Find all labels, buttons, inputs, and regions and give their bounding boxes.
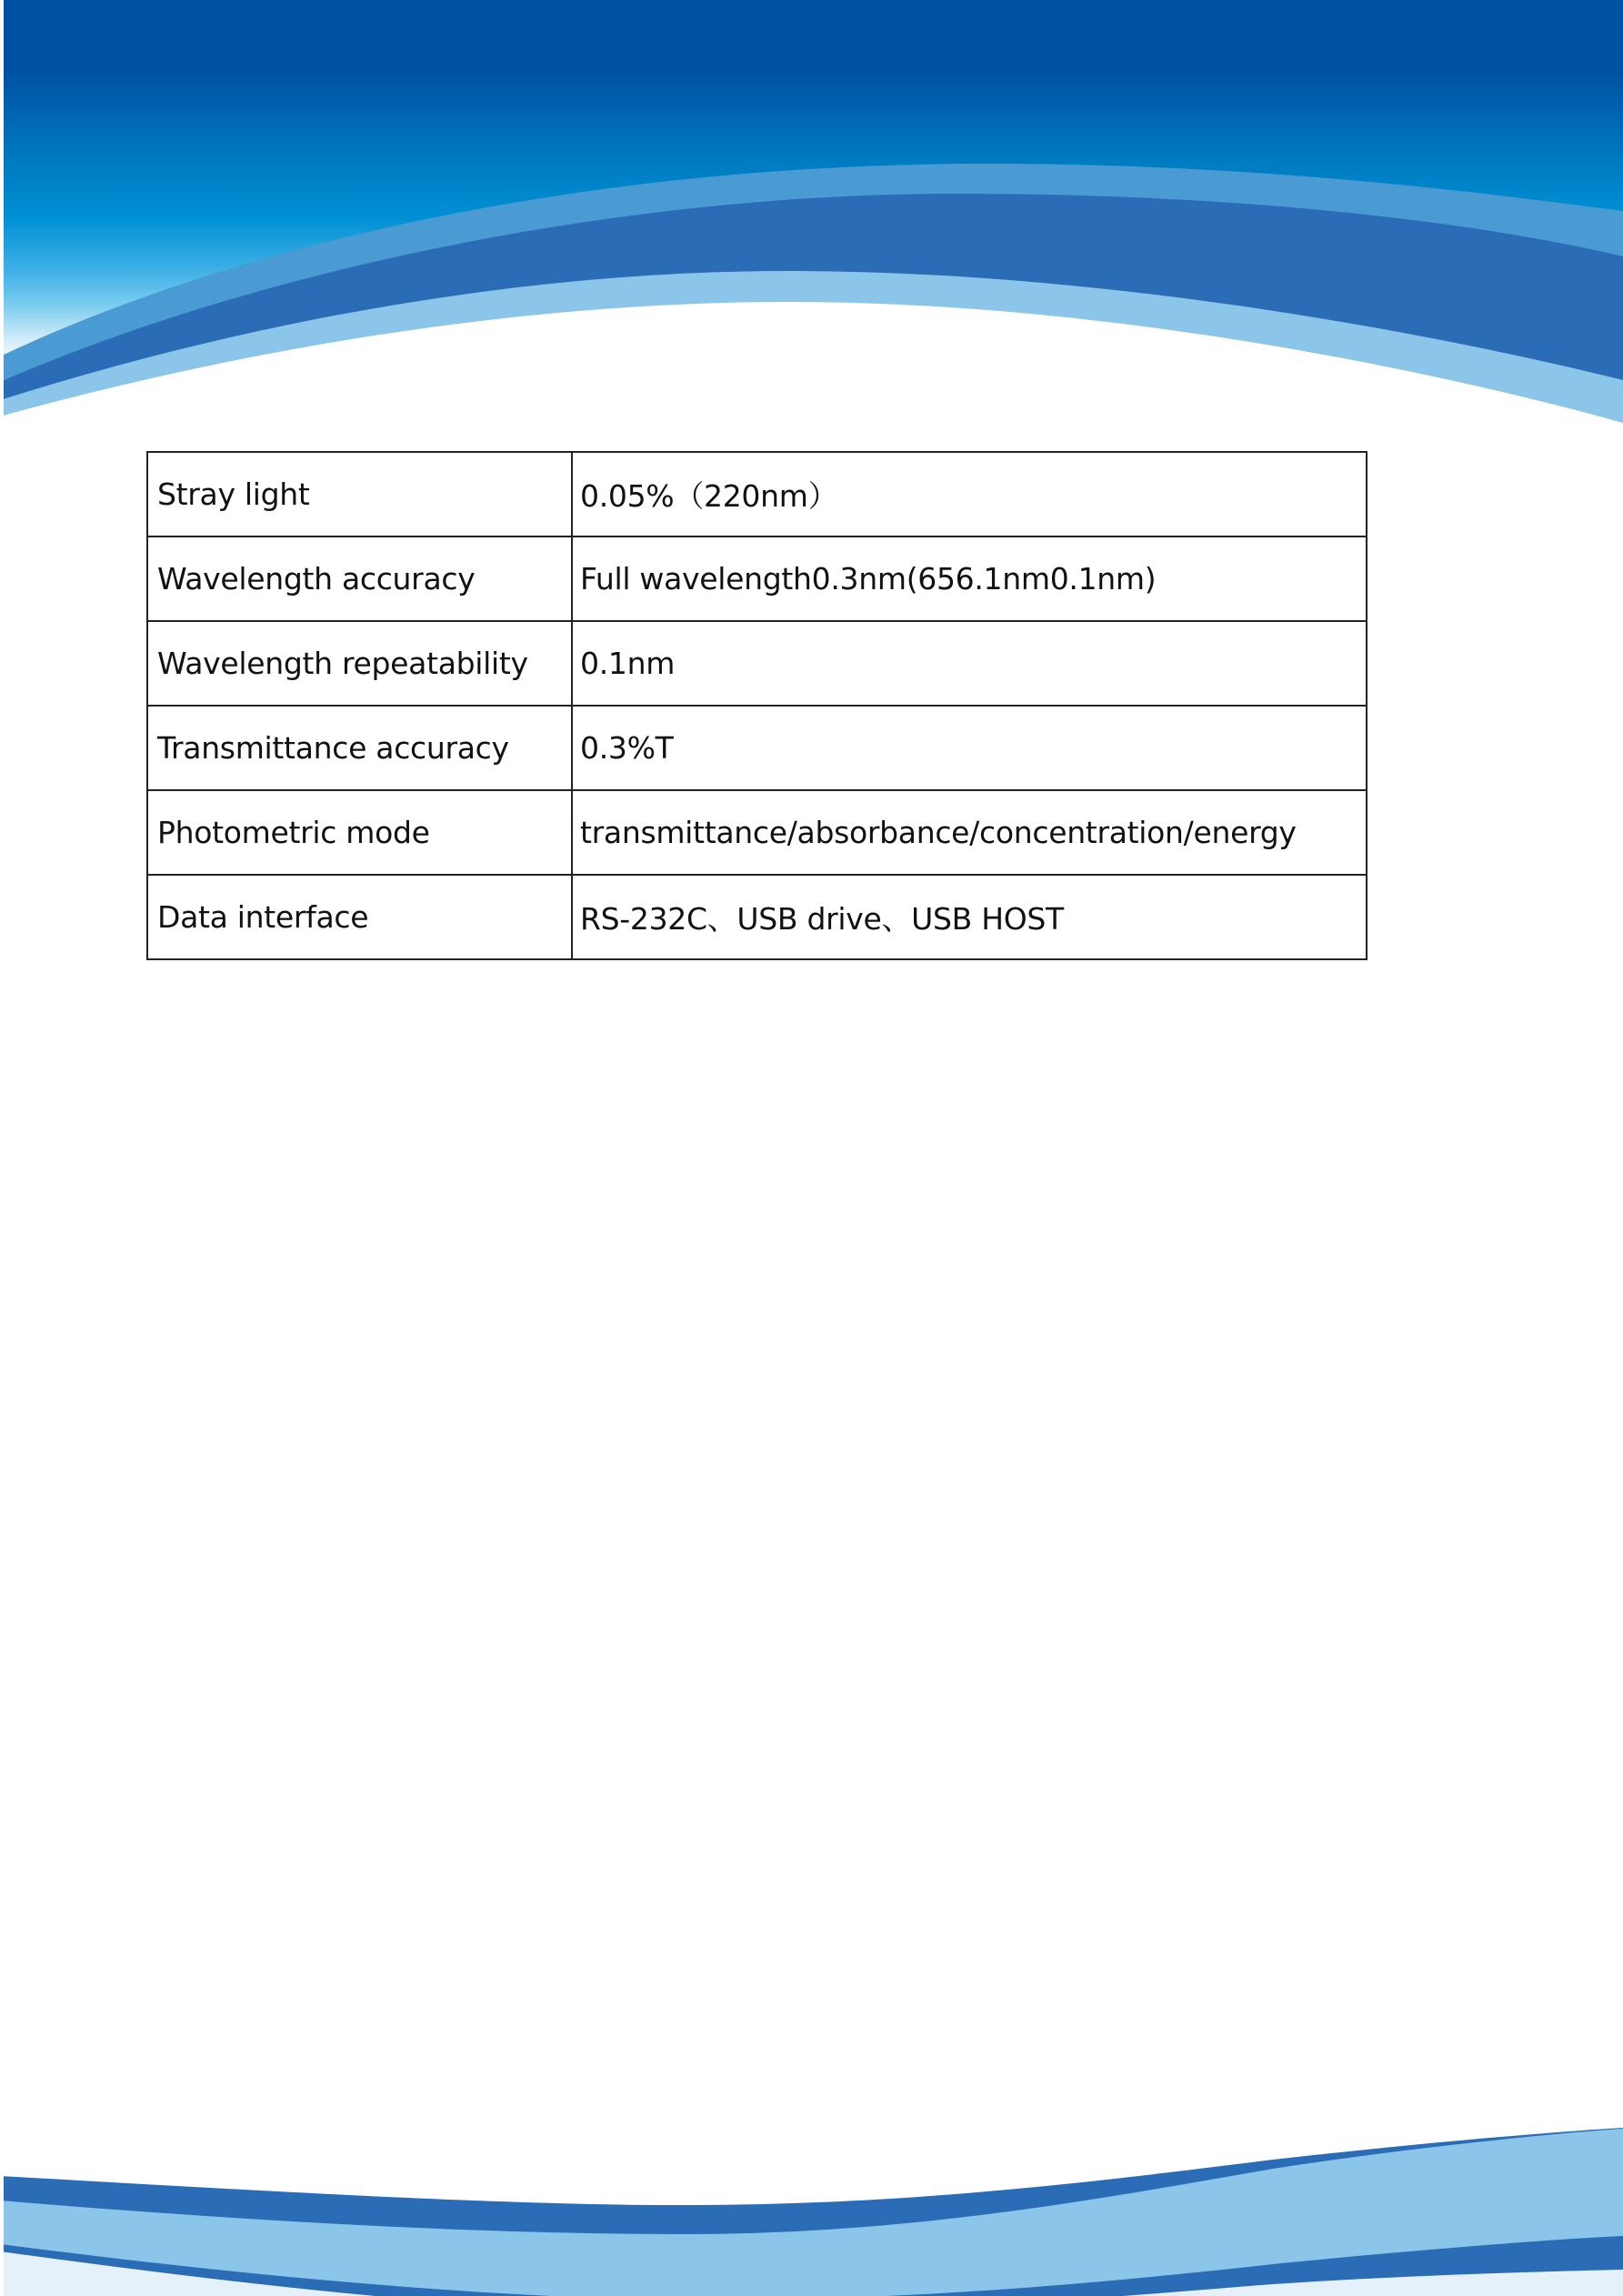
spec-value-data-interface: RS-232C、USB drive、USB HOST [572,875,1367,959]
table-row [147,452,1367,536]
table-row [147,536,1367,621]
spec-value-photometric-mode: transmittance/absorbance/concentration/energy [572,790,1367,875]
spec-value-wavelength-repeatability: 0.1nm [572,621,1367,706]
spec-label-stray-light: Stray light [147,452,572,536]
spec-value-stray-light: 0.05%（220nm） [572,452,1367,536]
spec-value-wavelength-accuracy: Full wavelength0.3nm(656.1nm0.1nm) [572,536,1367,621]
spec-label-wavelength-repeatability: Wavelength repeatability [147,621,572,706]
spec-label-data-interface: Data interface [147,875,572,959]
specification-table [146,451,1368,960]
header-wave-decoration [0,0,1623,436]
left-margin-strip [0,0,4,2296]
table-row [147,875,1367,959]
spec-label-wavelength-accuracy: Wavelength accuracy [147,536,572,621]
table-row [147,621,1367,706]
table-row [147,790,1367,875]
spec-value-transmittance-accuracy: 0.3%T [572,706,1367,790]
table-row [147,706,1367,790]
footer-wave-decoration [0,2110,1623,2296]
spec-label-transmittance-accuracy: Transmittance accuracy [147,706,572,790]
spec-label-photometric-mode: Photometric mode [147,790,572,875]
